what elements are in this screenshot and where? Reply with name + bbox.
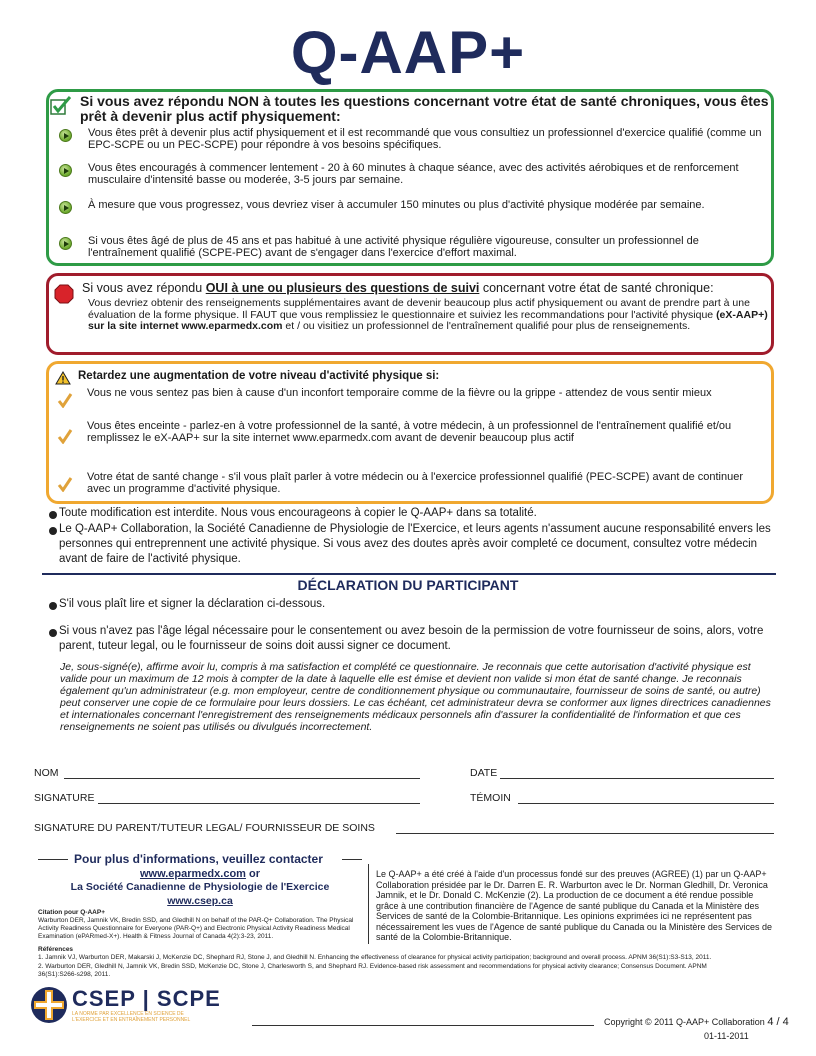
footer-date: 01-11-2011 <box>704 1031 749 1041</box>
orange-box-heading: Retardez une augmentation de votre niveau d'activité physique si: <box>78 370 440 382</box>
nom-field[interactable] <box>64 778 420 779</box>
right-info-text: Le Q-AAP+ a été créé à l'aide d'un processus fondé sur des preuves (AGREE) (1) par un Q-AAP+ Collaboration présidée par le Dr. Darren E. R. Warburton avec le Dr. Norman Gledhill, Dr. Veronica Jamnik, et le Dr. Donald C. McKenzie (2). La production de ce document a été rendue possible grâce à une contribution financière de l'Agence de santé publique du Canada et la Ministère des Services de santé de la Colombie-Britannique. Les opinions exprimées ici ne représentent pas nécessairement les vues de l'Agence de santé publique du Canada ou la Ministère des Services de santé de la Colombie-Britannique. <box>376 869 772 942</box>
info-links: www.eparmedx.com or <box>139 868 261 880</box>
bullet-icon <box>49 527 57 535</box>
green-item: Vous êtes prêt à devenir plus actif physiquement et il est recommandé que vous consultiez un professionnel d'exercice qualifié (comme un EPC-SCPE ou un PEC-SCPE) pour répondre à vos besoins spécifiques. <box>88 127 762 151</box>
green-arrow-icon <box>59 129 72 142</box>
logo-tagline: L'EXERCICE ET EN ENTRAÎNEMENT PERSONNEL <box>72 1017 191 1023</box>
signature-field[interactable] <box>98 803 420 804</box>
csep-logo-text: CSEP | SCPE <box>72 986 221 1011</box>
declaration-bullet: S'il vous plaît lire et signer la déclaration ci-dessous. <box>59 598 326 610</box>
divider <box>38 859 68 860</box>
green-checkbox-icon <box>50 95 72 115</box>
bullet-icon <box>49 602 57 610</box>
temoin-label: TÉMOIN <box>470 792 511 804</box>
check-icon <box>57 392 73 408</box>
society-name: La Société Canadienne de Physiologie de l'Exercice <box>70 881 330 893</box>
page-title: Q-AAP+ <box>290 19 526 86</box>
parent-signature-field[interactable] <box>396 833 774 834</box>
orange-item: Votre état de santé change - s'il vous plaît parler à votre médecin ou à l'exercice professionnel qualifié (PEC-SCPE) avant de continuer avec un programme d'activité physique. <box>87 471 743 495</box>
info-title: Pour plus d'informations, veuillez contacter <box>74 852 323 866</box>
red-box-heading: Si vous avez répondu OUI à une ou plusieurs des questions de suivi concernant votre état de santé chronique: <box>82 281 714 295</box>
bullet-text: Le Q-AAP+ Collaboration, la Société Canadienne de Physiologie de l'Exercice, et leurs agents n'assument aucune responsabilité envers les personnes qui entreprennent une activité physique. Si vous avez des doutes après avoir completé ce document, consultez votre médecin avant de faire de l'activité physique. <box>59 523 771 565</box>
copyright: Copyright © 2011 Q-AAP+ Collaboration 4 / 4 <box>604 1016 789 1028</box>
orange-item: Vous ne vous sentez pas bien à cause d'un inconfort temporaire comme de la fièvre ou la grippe - attendez de vous sentir mieux <box>87 387 712 399</box>
green-item: Si vous êtes âgé de plus de 45 ans et pas habitué à une activité physique régulière vigoureuse, consulter un professionnel de l'entraînement qualifié (SCPE-PEC) avant de s'engager dans l'exercice d'effort maximal. <box>88 235 699 259</box>
green-item: À mesure que vous progressez, vous devriez viser à accumuler 150 minutes ou plus d'activité physique modérée par semaine. <box>88 199 705 211</box>
bullet-text: Toute modification est interdite. Nous vous encourageons à copier le Q-AAP+ dans sa totalité. <box>59 507 537 519</box>
orange-item: Vous êtes enceinte - parlez-en à votre professionnel de la santé, à votre médecin, à un professionnel de l'entraînement qualifié et/ou remplissez le eX-AAP+ sur la site internet www.eparmedx.com avant de devenir beaucoup plus actif <box>87 420 732 444</box>
citation-title: Citation pour Q-AAP+ <box>38 909 105 916</box>
declaration-title: DÉCLARATION DU PARTICIPANT <box>297 577 519 593</box>
eparmedx-link[interactable]: www.eparmedx.com <box>139 868 246 880</box>
nom-label: NOM <box>34 767 59 779</box>
check-icon <box>57 428 73 444</box>
csep-maple-logo-icon <box>30 986 68 1024</box>
warning-icon <box>55 371 71 385</box>
csep-link[interactable]: www.csep.ca <box>167 895 233 907</box>
declaration-bullet: Si vous n'avez pas l'âge légal nécessaire pour le consentement ou avez besoin de la permission de votre fournisseur de soins, alors, votre parent, tuteur legal, ou le fournisseur de soins doit aussi signer ce document. <box>59 625 764 652</box>
red-box-text: Vous devriez obtenir des renseignements supplémentaires avant de devenir beaucoup plus actif physiquement ou avant de prendre part à une évaluation de la forme physique. Il FAUT que vous remplissiez le questionnaire et suiviez les recommandations pour l'activité physique (eX-AAP+) sur la site internet www.eparmedx.com et / ou visitiez un professionnel de l'entraînement qualifié pour plus de renseignements. <box>88 297 768 332</box>
check-icon <box>57 476 73 492</box>
signature-label: SIGNATURE <box>34 792 95 804</box>
date-field[interactable] <box>500 778 774 779</box>
footer-divider <box>252 1025 594 1026</box>
temoin-field[interactable] <box>518 803 774 804</box>
green-arrow-icon <box>59 201 72 214</box>
references-title: Références <box>38 946 74 953</box>
declaration-text: Je, sous-signé(e), affirme avoir lu, compris à ma satisfaction et complété ce questionnaire. Je reconnais que cette autorisation d'activité physique est valide pour un maximum de 12 mois à compter de la date à laquelle elle est émise et devient non valide si mon état de santé change. Je reconnais également qu'un administrateur (e.g. mon employeur, centre de conditionnement physique ou communautaire, fournisseur de soins de santé, ou autre) peut conserver une copie de ce formulaire pour leurs dossiers. Le cas échéant, cet administrateur devra se conformer aux lignes directrices canadiennes et internationales concernant l'enregistrement des renseignements médicaux personnels afin d'assurer la confidentialité de l'information et que ces renseignements ne soient pas utilisés ou divulgués incorrectement. <box>60 661 771 733</box>
reference-2: 2. Warburton DER, Gledhill N, Jamnik VK, Bredin SSD, McKenzie DC, Stone J, Charlesworth S, and Shephard RJ. Evidence-based risk assessment and recommendations for physical activity clearance; Consensus Document. APNM 36(S1):S266-s298, 2011. <box>38 963 707 978</box>
citation-text: Warburton DER, Jamnik VK, Bredin SSD, and Gledhill N on behalf of the PAR-Q+ Collaboration. The Physical Activity Readiness Questionnaire for Everyone (PAR-Q+) and Electronic Physical Activity Readiness Medical Examination (ePARmed-X+). Health & Fitness Journal of Canada 4(2):3-23, 2011. <box>38 917 354 940</box>
green-item: Vous êtes encouragés à commencer lentement - 20 à 60 minutes à chaque séance, avec des activités aérobiques et de renforcement musculaire d'intensité basse ou moderée, 3-5 jours par semaine. <box>88 162 739 186</box>
date-label: DATE <box>470 767 498 779</box>
green-arrow-icon <box>59 237 72 250</box>
bullet-icon <box>49 511 57 519</box>
page-number: 4 / 4 <box>767 1016 789 1028</box>
vertical-divider <box>368 864 369 944</box>
stop-sign-icon <box>54 284 74 304</box>
divider <box>42 573 776 575</box>
logo-tagline: LA NORME PAR EXCELLENCE EN SCIENCE DE <box>72 1011 184 1017</box>
divider <box>342 859 362 860</box>
green-box-heading: Si vous avez répondu NON à toutes les questions concernant votre état de santé chroniques, vous êtes prêt à devenir plus actif physiquement: <box>80 93 769 124</box>
bullet-icon <box>49 629 57 637</box>
green-arrow-icon <box>59 164 72 177</box>
parent-signature-label: SIGNATURE DU PARENT/TUTEUR LEGAL/ FOURNISSEUR DE SOINS <box>34 822 375 834</box>
reference-1: 1. Jamnik VJ, Warburton DER, Makarski J, McKenzie DC, Shephard RJ, Stone J, and Gledhill N. Enhancing the effectiveness of clearance for physical activity participation; background and overall process. APNM 36(S1):S3-S13, 2011. <box>38 954 712 961</box>
